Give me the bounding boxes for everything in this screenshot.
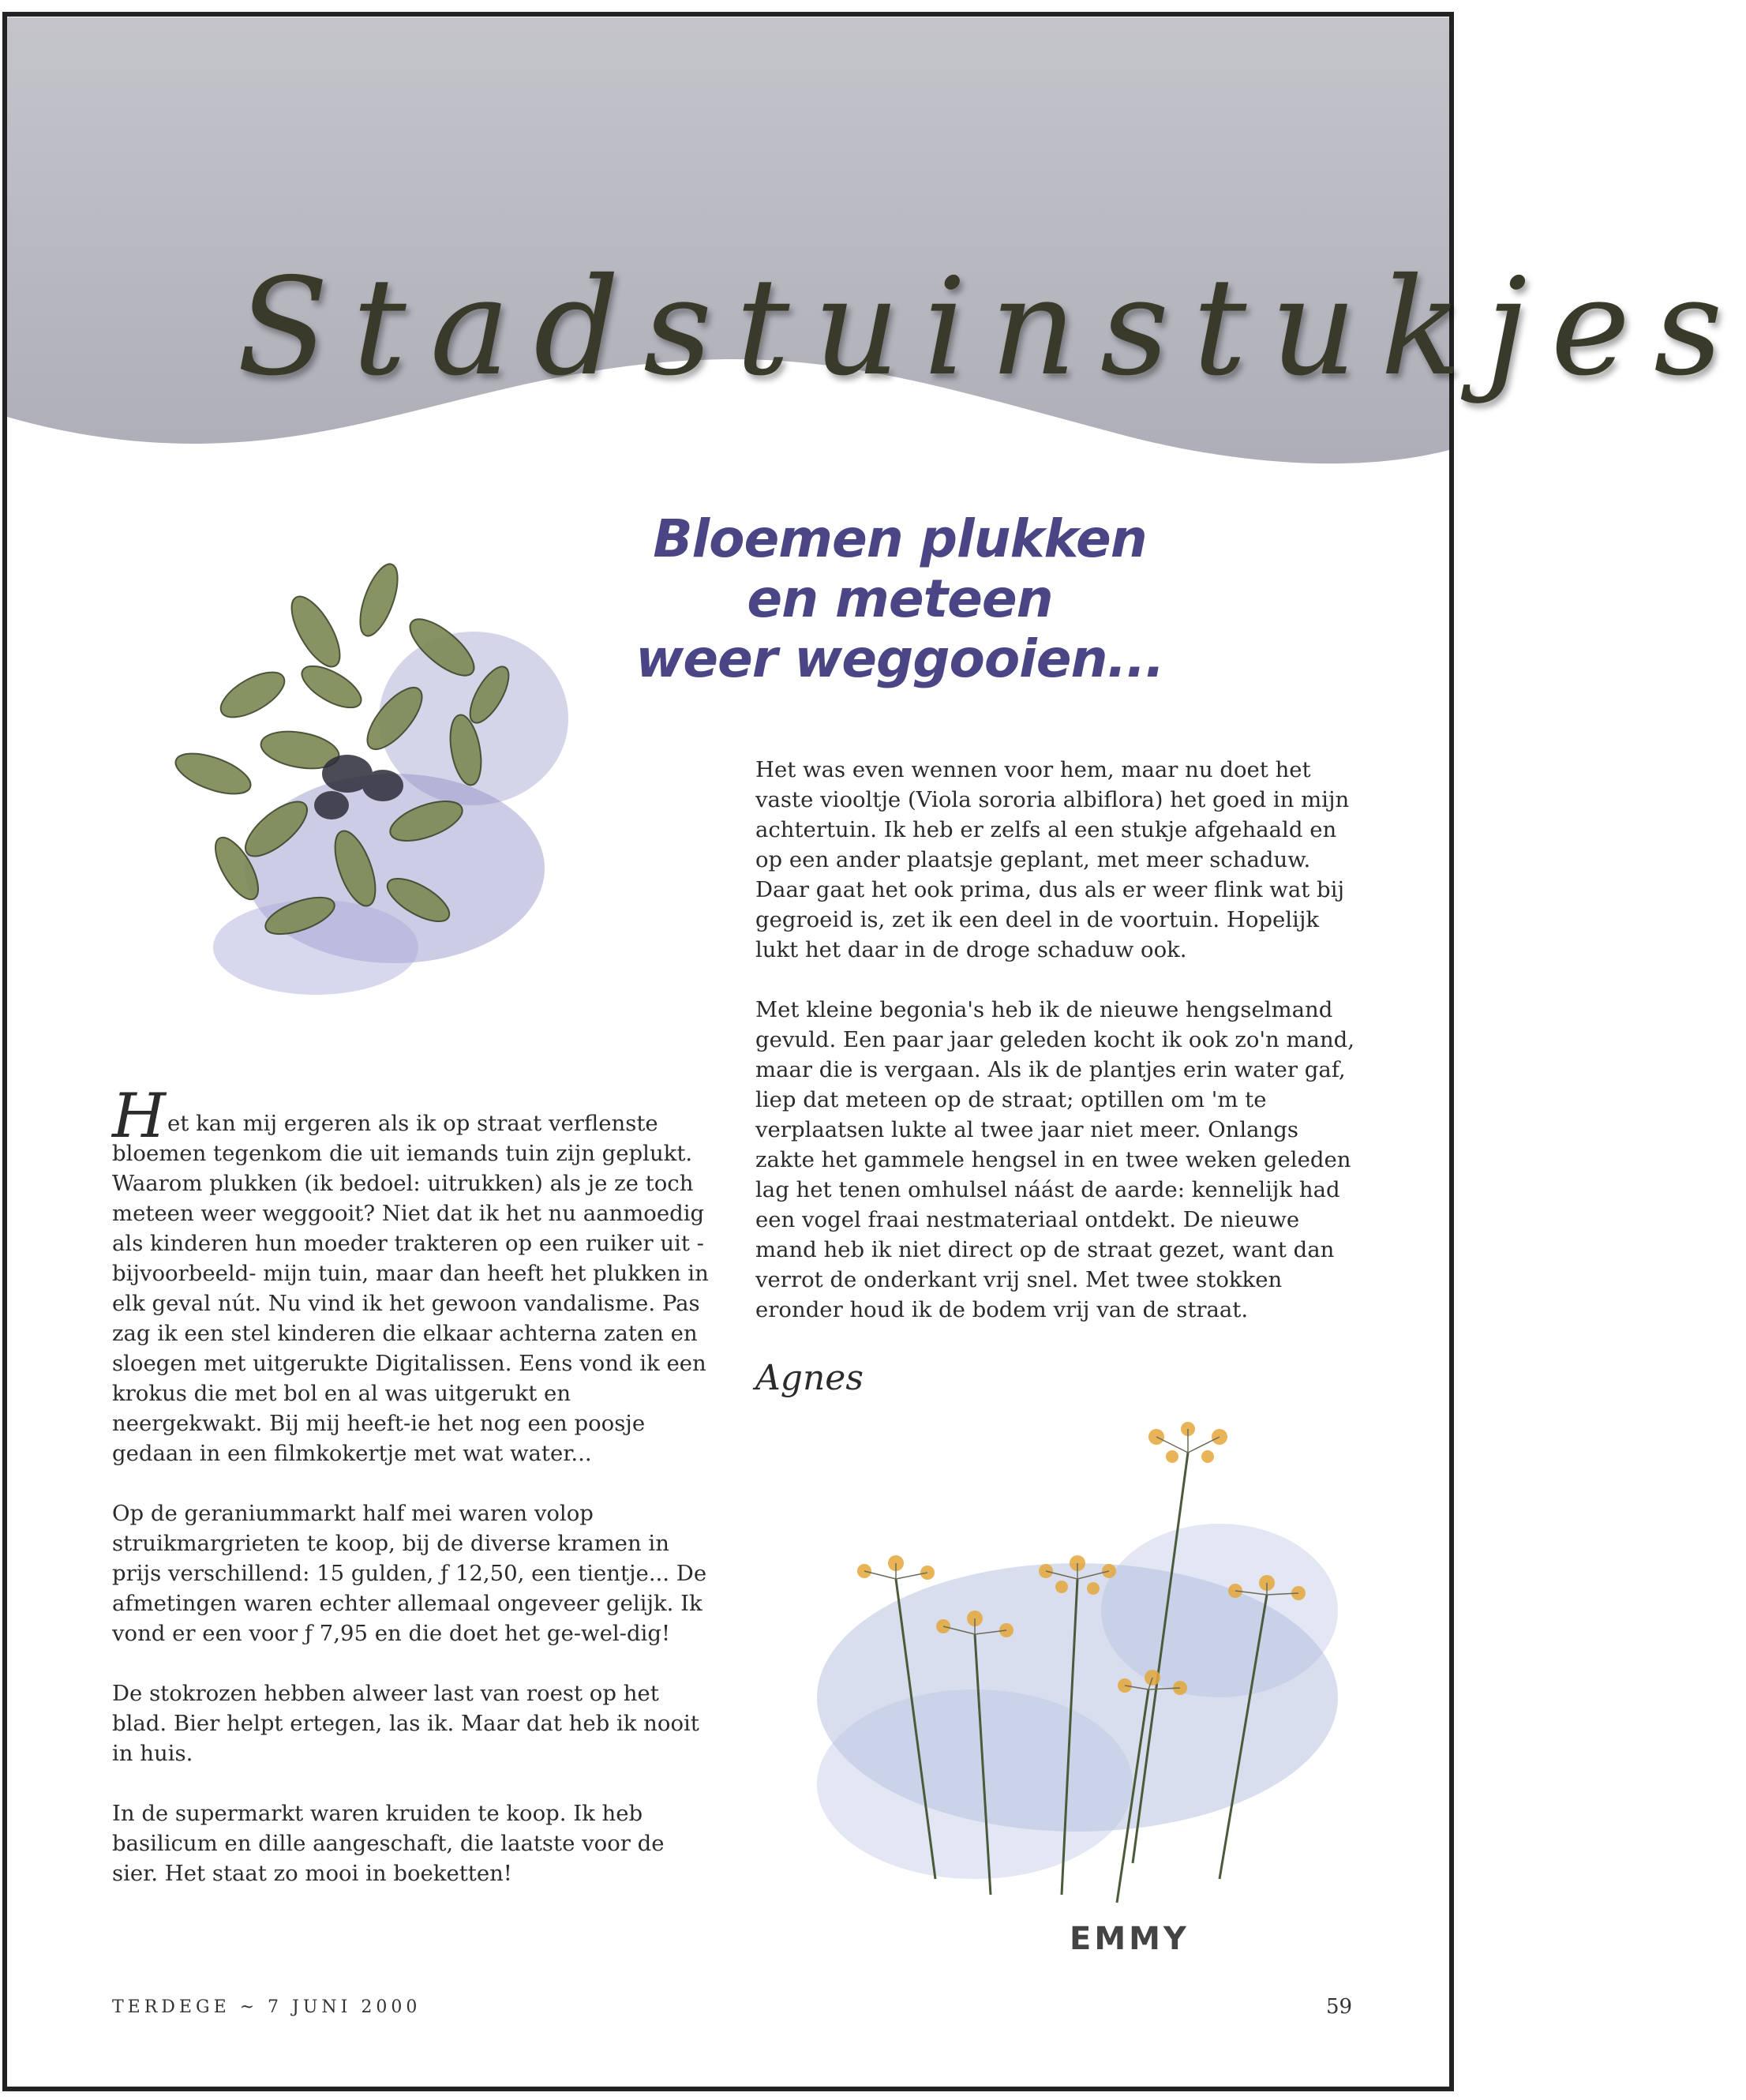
paragraph: Op de geraniummarkt half mei waren volop struikmargrieten te koop, bij de diverse kramen in prijs verschillend: 15 gulden, ƒ 12,50, een tientje... De afmetingen waren echter allemaal ongeveer gelijk. Ik vond er een voor ƒ 7,95 en die doet het ge-wel-dig! [112,1501,707,1646]
headline [600,509,1200,689]
left-column [112,1081,712,1918]
violet-illustration [95,458,608,1026]
headline-line: Bloemen plukken [653,508,1147,569]
drop-cap: H [112,1081,167,1152]
paragraph: Met kleine begonia's heb ik de nieuwe hengselmand gevuld. Een paar jaar geleden kocht ik ook zo'n mand, maar die is vergaan. Als ik de plantjes erin water gaf, liep dat meteen op de straat; optillen om 'm te verplaatsen lukte al twee jaar niet meer. Onlangs zakte het gammele hengsel in en twee weken geleden lag het tenen omhulsel náást de aarde: kennelijk had een vogel fraai nestmateriaal ontdekt. De nieuwe mand heb ik niet direct op de straat gezet, want dan verrot de onderkant vrij snel. Met twee stokken eronder houd ik de bodem vrij van de straat. [755,997,1355,1322]
author-signature: Agnes [755,1358,864,1398]
paragraph [112,1081,712,1468]
paragraph: De stokrozen hebben alweer last van roest op het blad. Bier helpt ertegen, las ik. Maar dat heb ik nooit in huis. [112,1681,699,1766]
footer-publication: TERDEGE ~ 7 JUNI 2000 [112,1997,422,2017]
paragraph: In de supermarkt waren kruiden te koop. Ik heb basilicum en dille aangeschaft, die laatste voor de sier. Het staat zo mooi in boeketten! [112,1801,665,1886]
illustrator-signature: EMMY [1070,1921,1190,1957]
headline-line: weer weggooien... [635,628,1164,689]
paragraph-text: et kan mij ergeren als ik op straat verflenste bloemen tegenkom die uit iemands tuin zijn geplukt. Waarom plukken (ik bedoel: uitrukken) als je ze toch meteen weer weggooit? Niet dat ik het nu aanmoedig als kinderen hun moeder trakteren op een ruiker uit - bijvoorbeeld- mijn tuin, maar dan heeft het plukken in elk geval nút. Nu vind ik het gewoon vandalisme. Pas zag ik een stel kinderen die elkaar achterna zaten en sloegen met uitgerukte Digitalissen. Eens vond ik een krokus die met bol en al was uitgerukt en neergekwakt. Bij mij heeft-ie het nog een poosje gedaan in een filmkokertje met wat water... [112,1111,709,1466]
right-column [755,755,1359,1355]
section-title: Stadstuinstukjes [237,249,1746,406]
dill-illustration [777,1358,1377,1958]
page-number: 59 [1326,1995,1353,2019]
headline-line: en meteen [747,568,1053,629]
paragraph: Het was even wennen voor hem, maar nu doet het vaste viooltje (Viola sororia albiflora) het goed in mijn achtertuin. Ik heb er zelfs al een stukje afgehaald en op een ander plaatsje geplant, met meer schaduw. Daar gaat het ook prima, dus als er weer flink wat bij gegroeid is, zet ik een deel in de voortuin. Hopelijk lukt het daar in de droge schaduw ook. [755,757,1350,962]
